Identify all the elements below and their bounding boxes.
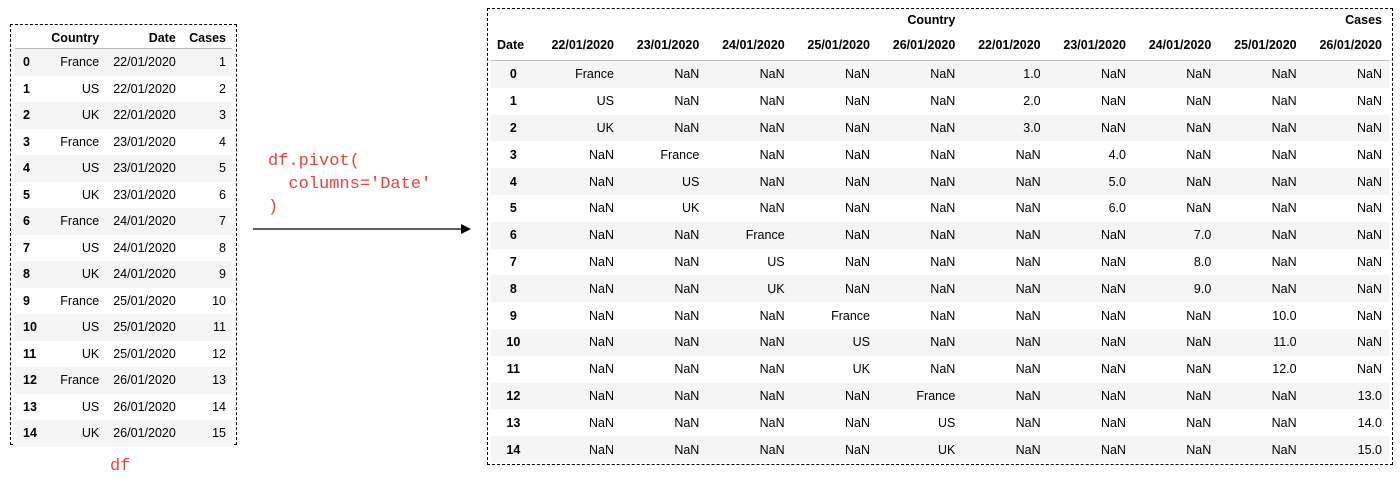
pivot-country-cell: UK [852, 362, 870, 377]
pivot-cases-cell: 5.0 [1108, 174, 1126, 189]
pivot-cases-cell: 13.0 [1357, 388, 1382, 403]
pivot-date-header: 26/01/2020 [1304, 30, 1389, 61]
pivot-table-row [491, 115, 1389, 142]
pivot-date-header: 23/01/2020 [1048, 30, 1133, 61]
pivot-country-cell: NaN [674, 415, 700, 430]
pivot-country-cell: France [575, 67, 614, 82]
dataframe-label: df [110, 457, 131, 476]
country-cell: UK [81, 426, 100, 441]
pivot-level0-header-cases: Cases [1345, 13, 1382, 27]
pivot-table-row [491, 302, 1389, 329]
pivot-cases-cell: NaN [1356, 94, 1382, 109]
pivot-cases-cell: NaN [1356, 147, 1382, 162]
pivot-cases-cell: NaN [1271, 442, 1297, 457]
pivot-index-name: Date [491, 30, 536, 61]
cases-cell: 12 [212, 346, 226, 361]
pivot-cases-cell: NaN [1356, 174, 1382, 189]
pivot-country-cell: NaN [674, 442, 700, 457]
country-cell: US [81, 161, 100, 176]
pivot-row-index: 2 [509, 120, 517, 135]
pivot-country-cell: NaN [759, 174, 785, 189]
pivot-country-cell: NaN [674, 228, 700, 243]
source-table-row [15, 129, 232, 156]
pivot-date-header: 23/01/2020 [621, 30, 706, 61]
pivot-row-index: 7 [509, 254, 517, 269]
pivot-country-cell: UK [767, 281, 785, 296]
pivot-cases-cell: NaN [1015, 362, 1041, 377]
pivot-country-cell: US [937, 415, 956, 430]
pivot-country-cell: NaN [674, 335, 700, 350]
pivot-table-row [491, 409, 1389, 436]
pivot-country-cell: France [745, 228, 785, 243]
pivot-country-cell: France [831, 308, 870, 323]
pivot-cases-cell: NaN [1015, 442, 1041, 457]
pivot-country-cell: NaN [844, 442, 870, 457]
pivot-country-cell: NaN [674, 308, 700, 323]
pivot-country-cell: NaN [844, 174, 870, 189]
pivot-cases-cell: NaN [1186, 362, 1212, 377]
pivot-row-index: 5 [509, 201, 517, 216]
pivot-country-cell: NaN [844, 254, 870, 269]
pivot-date-header: 24/01/2020 [1133, 30, 1218, 61]
pivot-country-cell: NaN [844, 388, 870, 403]
pivot-cases-cell: NaN [1271, 120, 1297, 135]
pivot-country-cell: NaN [930, 281, 956, 296]
pivot-cases-cell: 9.0 [1193, 281, 1212, 296]
pivot-country-cell: NaN [588, 147, 614, 162]
pivot-cases-cell: NaN [1186, 67, 1212, 82]
pivot-cases-cell: 10.0 [1272, 308, 1297, 323]
pivot-cases-cell: NaN [1356, 67, 1382, 82]
pivot-date-header: 22/01/2020 [536, 30, 621, 61]
cases-cell: 9 [219, 267, 226, 282]
pivot-cases-cell: NaN [1271, 147, 1297, 162]
source-table-row [15, 341, 232, 368]
pivot-country-cell: UK [681, 201, 700, 216]
pivot-country-cell: NaN [759, 120, 785, 135]
pivot-country-cell: NaN [844, 228, 870, 243]
source-table-row [15, 49, 232, 76]
pivot-cases-cell: NaN [1356, 281, 1382, 296]
pivot-cases-cell: 14.0 [1357, 415, 1382, 430]
pivot-country-cell: NaN [674, 362, 700, 377]
date-cell: 24/01/2020 [113, 214, 176, 229]
pivot-table-row [491, 275, 1389, 302]
pivot-table-row [491, 88, 1389, 115]
cases-cell: 15 [212, 426, 226, 441]
pivot-country-cell: US [681, 174, 700, 189]
code-line: columns='Date' [268, 175, 432, 194]
pivot-cases-cell: NaN [1186, 201, 1212, 216]
pivot-cases-cell: NaN [1356, 201, 1382, 216]
pivot-country-cell: NaN [588, 388, 614, 403]
country-cell: US [81, 240, 100, 255]
pivot-cases-cell: NaN [1271, 228, 1297, 243]
pivot-cases-cell: 12.0 [1272, 362, 1297, 377]
pivot-cases-cell: NaN [1271, 201, 1297, 216]
pivot-cases-cell: NaN [1271, 254, 1297, 269]
pivot-cases-cell: NaN [1356, 120, 1382, 135]
pivot-row-index: 6 [509, 228, 517, 243]
country-cell: France [60, 214, 100, 229]
pivot-country-cell: NaN [588, 228, 614, 243]
source-table-row [15, 102, 232, 129]
pivot-date-header: 22/01/2020 [962, 30, 1047, 61]
pivot-cases-cell: NaN [1356, 308, 1382, 323]
source-dataframe-table [15, 27, 232, 447]
pivot-cases-cell: NaN [1015, 228, 1041, 243]
pivot-cases-cell: NaN [1100, 281, 1126, 296]
pivot-country-cell: NaN [844, 147, 870, 162]
pivot-cases-cell: NaN [1015, 201, 1041, 216]
country-cell: US [81, 320, 100, 335]
pivot-country-cell: NaN [759, 442, 785, 457]
row-index: 12 [23, 373, 37, 388]
pivot-country-cell: NaN [588, 308, 614, 323]
pivot-country-cell: NaN [674, 94, 700, 109]
pivot-country-cell: NaN [588, 254, 614, 269]
pivot-cases-cell: 15.0 [1357, 442, 1382, 457]
row-index: 2 [23, 108, 30, 123]
pivot-cases-cell: NaN [1271, 415, 1297, 430]
pivot-cases-cell: 11.0 [1273, 335, 1297, 350]
pivot-cases-cell: NaN [1100, 442, 1126, 457]
pivot-table-row [491, 356, 1389, 383]
pivot-cases-cell: NaN [1100, 388, 1126, 403]
pivot-row-index: 13 [506, 415, 521, 430]
cases-cell: 4 [219, 134, 226, 149]
date-cell: 25/01/2020 [113, 320, 176, 335]
row-index: 9 [23, 293, 30, 308]
pivot-cases-cell: NaN [1356, 228, 1382, 243]
pivot-cases-cell: NaN [1271, 388, 1297, 403]
country-cell: UK [81, 108, 100, 123]
pivot-table-row [491, 249, 1389, 276]
source-table-row [15, 208, 232, 235]
source-index-header [15, 27, 44, 49]
pivot-country-cell: NaN [759, 147, 785, 162]
date-cell: 22/01/2020 [113, 108, 176, 123]
pivot-cases-cell: NaN [1100, 335, 1126, 350]
pivot-country-cell: US [596, 94, 614, 109]
pivot-country-cell: NaN [930, 147, 956, 162]
pivot-country-cell: NaN [930, 254, 956, 269]
date-cell: 22/01/2020 [113, 55, 176, 70]
pivot-cases-cell: NaN [1100, 120, 1126, 135]
pivot-cases-cell: 6.0 [1108, 201, 1126, 216]
pivot-date-header: 25/01/2020 [1218, 30, 1303, 61]
pivot-country-cell: UK [596, 120, 614, 135]
pivot-country-cell: France [660, 147, 700, 162]
pivot-country-cell: NaN [844, 94, 870, 109]
country-cell: France [60, 293, 100, 308]
date-cell: 25/01/2020 [113, 293, 176, 308]
cases-cell: 1 [219, 55, 226, 70]
pivot-cases-cell: NaN [1015, 335, 1041, 350]
date-cell: 26/01/2020 [113, 373, 176, 388]
pivot-cases-cell: 4.0 [1108, 147, 1126, 162]
source-table-row [15, 288, 232, 315]
country-cell: US [81, 399, 100, 414]
source-table-row [15, 235, 232, 262]
pivot-country-cell: US [767, 254, 785, 269]
pivot-cases-cell: NaN [1186, 388, 1212, 403]
pivot-cases-cell: 3.0 [1023, 120, 1041, 135]
pivot-country-cell: NaN [930, 228, 956, 243]
pivot-country-cell: NaN [674, 281, 700, 296]
pivot-country-cell: NaN [759, 94, 785, 109]
row-index: 5 [23, 187, 30, 202]
pivot-cases-cell: NaN [1186, 94, 1212, 109]
arrow-right-icon [253, 220, 475, 238]
source-table-row [15, 261, 232, 288]
pivot-country-cell: NaN [588, 201, 614, 216]
cases-cell: 14 [212, 399, 226, 414]
row-index: 10 [23, 320, 37, 335]
pivot-country-cell: NaN [930, 120, 956, 135]
source-table-row [15, 394, 232, 421]
source-table-row [15, 155, 232, 182]
row-index: 6 [23, 214, 30, 229]
pivot-cases-cell: NaN [1015, 281, 1041, 296]
pivot-country-cell: NaN [844, 67, 870, 82]
source-table-row [15, 182, 232, 209]
pivot-table-row [491, 436, 1389, 463]
pivot-cases-cell: NaN [1100, 67, 1126, 82]
pivot-country-cell: US [852, 335, 870, 350]
country-cell: UK [81, 187, 100, 202]
cases-cell: 2 [219, 81, 226, 96]
pivot-cases-cell: 8.0 [1193, 254, 1212, 269]
pivot-row-index: 10 [506, 335, 521, 350]
pivot-country-cell: NaN [759, 362, 785, 377]
pivot-cases-cell: NaN [1100, 94, 1126, 109]
pivot-country-cell: NaN [930, 362, 956, 377]
pivot-country-cell: NaN [674, 254, 700, 269]
pivot-row-index: 3 [509, 147, 517, 162]
cases-cell: 13 [212, 373, 226, 388]
pivot-country-cell: NaN [759, 201, 785, 216]
row-index: 3 [23, 134, 30, 149]
country-cell: France [60, 55, 100, 70]
pivot-date-header: 26/01/2020 [877, 30, 962, 61]
pivot-country-cell: NaN [588, 174, 614, 189]
pivot-country-cell: NaN [759, 308, 785, 323]
pivot-cases-cell: NaN [1015, 308, 1041, 323]
pivot-country-cell: NaN [930, 67, 956, 82]
code-line: ) [268, 198, 279, 217]
date-cell: 25/01/2020 [113, 346, 176, 361]
row-index: 1 [23, 81, 30, 96]
pivot-cases-cell: NaN [1100, 362, 1126, 377]
pivot-country-cell: NaN [930, 174, 956, 189]
source-header-row [15, 27, 232, 49]
pivot-cases-cell: NaN [1186, 335, 1212, 350]
source-table-row [15, 420, 232, 447]
date-cell: 26/01/2020 [113, 426, 176, 441]
pivot-row-index: 0 [509, 67, 517, 82]
country-cell: UK [81, 267, 100, 282]
pivot-country-cell: NaN [759, 388, 785, 403]
pivot-country-cell: NaN [674, 120, 700, 135]
source-dataframe-frame [10, 24, 237, 445]
pivot-table-row [491, 195, 1389, 222]
pivot-table-row [491, 329, 1389, 356]
source-column-header-cases: Cases [182, 27, 232, 49]
pivot-date-header-row [491, 30, 1389, 61]
pivot-row-index: 9 [509, 308, 517, 323]
pivot-country-cell: NaN [674, 388, 700, 403]
pivot-cases-cell: NaN [1100, 254, 1126, 269]
row-index: 8 [23, 267, 30, 282]
pivot-cases-cell: 1.0 [1023, 67, 1041, 82]
cases-cell: 11 [213, 320, 226, 335]
row-index: 0 [23, 55, 30, 70]
pivot-row-index: 8 [509, 281, 517, 296]
source-table-row [15, 314, 232, 341]
pivot-cases-cell: NaN [1015, 388, 1041, 403]
pivot-country-cell: NaN [674, 67, 700, 82]
date-cell: 24/01/2020 [113, 267, 176, 282]
pivot-country-cell: NaN [588, 281, 614, 296]
pivot-cases-cell: 7.0 [1193, 228, 1212, 243]
cases-cell: 3 [219, 108, 226, 123]
pivot-country-cell: NaN [844, 415, 870, 430]
pivot-country-cell: NaN [588, 335, 614, 350]
cases-cell: 10 [212, 293, 226, 308]
pivot-country-cell: NaN [844, 201, 870, 216]
pivot-country-cell: NaN [930, 94, 956, 109]
pivot-country-cell: NaN [759, 415, 785, 430]
pivot-cases-cell: NaN [1015, 174, 1041, 189]
source-table-body [15, 49, 232, 447]
code-line: df.pivot( [268, 152, 360, 171]
pivot-cases-cell: NaN [1186, 442, 1212, 457]
row-index: 7 [23, 240, 30, 255]
pivot-row-index: 1 [509, 94, 517, 109]
pivot-country-cell: NaN [930, 201, 956, 216]
pivot-cases-cell: NaN [1271, 67, 1297, 82]
pivot-row-index: 14 [506, 442, 521, 457]
cases-cell: 7 [219, 214, 226, 229]
pivot-cases-cell: NaN [1186, 415, 1212, 430]
cases-cell: 5 [219, 161, 226, 176]
pivot-cases-cell: NaN [1015, 254, 1041, 269]
pivot-cases-cell: NaN [1356, 362, 1382, 377]
source-column-header-date: Date [105, 27, 182, 49]
source-table-row [15, 367, 232, 394]
pivot-cases-cell: NaN [1271, 281, 1297, 296]
pivot-country-cell: NaN [844, 120, 870, 135]
pivot-country-cell: UK [937, 442, 956, 457]
cases-cell: 6 [219, 187, 226, 202]
date-cell: 24/01/2020 [113, 240, 176, 255]
pivot-country-cell: NaN [759, 67, 785, 82]
pivot-cases-cell: NaN [1100, 308, 1126, 323]
pivot-result-frame [487, 8, 1393, 465]
date-cell: 23/01/2020 [113, 134, 176, 149]
pivot-code [268, 150, 431, 219]
pivot-cases-cell: NaN [1186, 120, 1212, 135]
pivot-table-row [491, 141, 1389, 168]
pivot-table-row [491, 168, 1389, 195]
pivot-country-cell: NaN [930, 308, 956, 323]
row-index: 13 [23, 399, 37, 414]
pivot-cases-cell: NaN [1186, 147, 1212, 162]
pivot-table-row [491, 383, 1389, 410]
pivot-date-header: 25/01/2020 [792, 30, 877, 61]
pivot-country-cell: NaN [588, 442, 614, 457]
pivot-row-index: 11 [506, 362, 520, 377]
pivot-cases-cell: 2.0 [1023, 94, 1041, 109]
date-cell: 23/01/2020 [113, 161, 176, 176]
pivot-country-cell: NaN [588, 362, 614, 377]
date-cell: 23/01/2020 [113, 187, 176, 202]
pivot-table-body [491, 61, 1389, 463]
pivot-cases-cell: NaN [1271, 174, 1297, 189]
pivot-level0-header-row [491, 10, 1389, 30]
row-index: 11 [23, 346, 37, 361]
pivot-level0-header-country: Country [907, 13, 956, 27]
pivot-cases-cell: NaN [1186, 174, 1212, 189]
pivot-country-cell: NaN [588, 415, 614, 430]
pivot-cases-cell: NaN [1100, 415, 1126, 430]
country-cell: France [60, 134, 100, 149]
pivot-date-header: 24/01/2020 [706, 30, 791, 61]
pivot-cases-cell: NaN [1356, 335, 1382, 350]
pivot-table-row [491, 222, 1389, 249]
pivot-cases-cell: NaN [1015, 415, 1041, 430]
pivot-country-cell: France [916, 388, 956, 403]
source-column-header-country: Country [44, 27, 106, 49]
pivot-country-cell: NaN [759, 335, 785, 350]
pivot-cases-cell: NaN [1271, 94, 1297, 109]
pivot-cases-cell: NaN [1015, 147, 1041, 162]
row-index: 4 [23, 161, 30, 176]
pivot-result-table [491, 10, 1389, 463]
pivot-cases-cell: NaN [1186, 308, 1212, 323]
pivot-row-index: 12 [506, 388, 521, 403]
pivot-cases-cell: NaN [1100, 228, 1126, 243]
pivot-country-cell: NaN [844, 281, 870, 296]
country-cell: France [60, 373, 100, 388]
date-cell: 26/01/2020 [113, 399, 176, 414]
cases-cell: 8 [219, 240, 226, 255]
country-cell: UK [81, 346, 100, 361]
pivot-cases-cell: NaN [1356, 254, 1382, 269]
date-cell: 22/01/2020 [113, 81, 176, 96]
pivot-country-cell: NaN [930, 335, 956, 350]
source-table-row [15, 76, 232, 103]
pivot-row-index: 4 [509, 174, 517, 189]
country-cell: US [81, 81, 100, 96]
row-index: 14 [23, 426, 37, 441]
pivot-corner-cell [491, 10, 536, 30]
pivot-table-row [491, 61, 1389, 88]
